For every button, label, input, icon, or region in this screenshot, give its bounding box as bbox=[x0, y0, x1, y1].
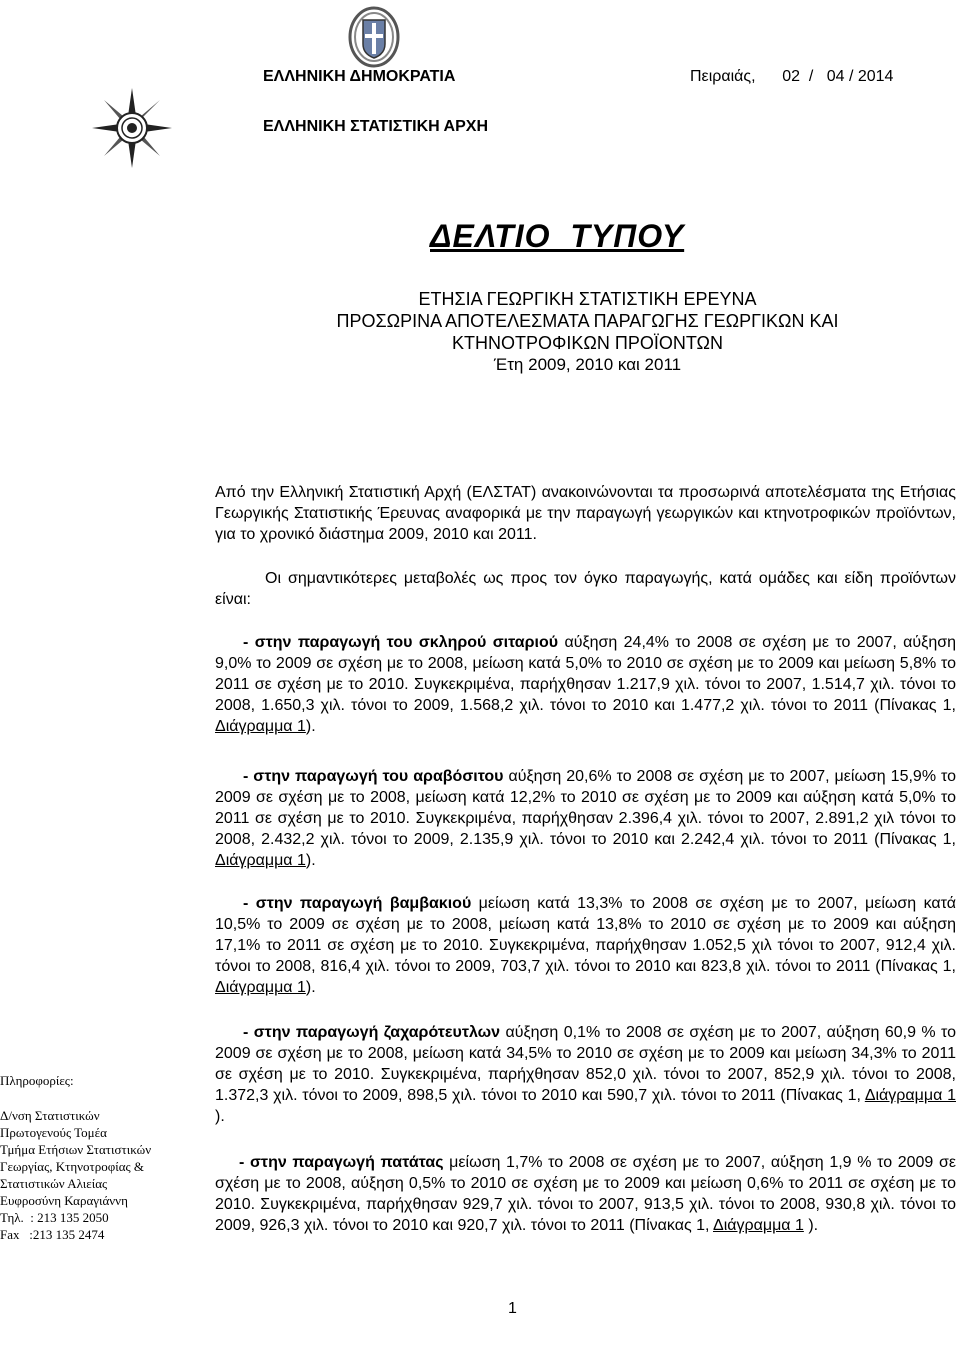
item-text bbox=[215, 1022, 956, 1127]
item-end: ). bbox=[803, 1217, 819, 1234]
item-end: ). bbox=[215, 1108, 225, 1125]
sidebar-line: Δ/νση Στατιστικών bbox=[0, 1108, 100, 1123]
item-body: αύξηση 0,1% το 2008 σε σχέση με το 2007, αύξηση 60,9 % το 2009 σε σχέση με το 2008, μείωση κατά 34,5% το 2010 σε σχέση με το 2009 και μείωση 34,3% το 2011 σε σχέση με το 2010. Συγκεκριμένα, παρήχθησαν 852,0 χιλ. τόνοι το 2007, 852,9 χιλ. τόνοι το 2008, 1.372,3 χιλ. τόνοι το 2009, 898,5 χιλ. τόνοι το 2010 και 590,7 χιλ. τόνοι το 2011 (Πίνακας 1, bbox=[215, 1024, 956, 1104]
item-text bbox=[215, 766, 956, 871]
chart-reference: Διάγραμμα 1 bbox=[215, 852, 306, 869]
item-maize bbox=[215, 766, 956, 871]
lead-paragraph bbox=[215, 568, 956, 610]
item-end: ). bbox=[305, 852, 316, 869]
chart-reference: Διάγραμμα 1 bbox=[864, 1087, 956, 1104]
item-body: μείωση 1,7% το 2008 σε σχέση με το 2007, αύξηση 1,9 % το 2009 σε σχέση με το 2008, αύξηση 0,5% το 2010 σε σχέση με το 2009 και μείωση 0,6% το 2011 σε σχέση με το 2010. Συγκεκριμένα, παρήχθησαν 929,7 χιλ. τόνοι το 2007, 913,5 χιλ. τόνοι το 2008, 930,8 χιλ. τόνοι το 2009, 926,3 χιλ. τόνοι το 2010 και 920,7 χιλ. τόνοι το 2011 (Πίνακας 1, bbox=[215, 1154, 956, 1234]
item-end: ). bbox=[305, 718, 316, 735]
item-body: αύξηση 24,4% το 2008 σε σχέση με το 2007, αύξηση 9,0% το 2009 σε σχέση με το 2008, μείωση κατά 5,0% το 2010 σε σχέση με το 2009 και μείωση 5,8% το 2011 σε σχέση με το 2010. Συγκεκριμένα, παρήχθησαν 1.217,9 χιλ. τόνοι το 2007, 1.514,7 χιλ. τόνοι το 2008, 1.650,3 χιλ. τόνοι το 2009, 1.568,2 χιλ. τόνοι το 2010 και 1.477,2 χιλ. τόνοι το 2011 (Πίνακας 1, bbox=[215, 634, 956, 714]
intro-paragraph bbox=[215, 482, 956, 545]
item-body: αύξηση 20,6% το 2008 σε σχέση με το 2007, μείωση 15,9% το 2009 σε σχέση με το 2008, μείωση κατά 12,2% το 2010 σε σχέση με το 2009 και αύξηση κατά 5,0% το 2011 σε σχέση με το 2010. Συγκεκριμένα, παρήχθησαν 2.396,4 χιλ. τόνοι το 2007, 2.891,2 χιλ τόνοι το 2008, 2.432,2 χιλ. τόνοι το 2009, 2.135,9 χιλ. τόνοι το 2010 και 2.242,4 χιλ. τόνοι το 2011 (Πίνακας 1, bbox=[215, 768, 956, 848]
subtitle bbox=[215, 288, 960, 376]
sidebar-line: Ευφροσύνη Καραγιάννη bbox=[0, 1193, 128, 1208]
item-dash: - στην παραγωγή bbox=[239, 1154, 381, 1171]
product-name: ζαχαρότευτλων bbox=[383, 1024, 501, 1041]
item-dash: - στην παραγωγή του bbox=[243, 768, 414, 785]
subtitle-line: ΚΤΗΝΟΤΡΟΦΙΚΩΝ ΠΡΟΪΟΝΤΩΝ bbox=[452, 333, 723, 353]
dateline: Πειραιάς, 02 / 04 / 2014 bbox=[690, 68, 894, 85]
republic-header: ΕΛΛΗΝΙΚΗ ΔΗΜΟΚΡΑΤΙΑ bbox=[263, 68, 456, 85]
item-text bbox=[215, 893, 956, 998]
item-dash: - στην παραγωγή του bbox=[243, 634, 419, 651]
press-release-title: ΔΕΛΤΙΟ ΤΥΠΟΥ bbox=[430, 218, 685, 254]
product-name: αραβόσιτου bbox=[413, 768, 504, 785]
item-potato bbox=[215, 1152, 956, 1236]
sidebar-line: Πρωτογενούς Τομέα bbox=[0, 1125, 107, 1140]
subtitle-line: ΠΡΟΣΩΡΙΝΑ ΑΠΟΤΕΛΕΣΜΑΤΑ ΠΑΡΑΓΩΓΗΣ ΓΕΩΡΓΙΚΩΝ ΚΑΙ bbox=[336, 311, 839, 331]
chart-reference: Διάγραμμα 1 bbox=[215, 979, 306, 996]
item-sugar-beet bbox=[215, 1022, 956, 1127]
item-cotton bbox=[215, 893, 956, 998]
page-number: 1 bbox=[508, 1300, 517, 1317]
item-text bbox=[215, 632, 956, 737]
item-text bbox=[215, 1152, 956, 1236]
item-dash: - στην παραγωγή bbox=[243, 895, 390, 912]
greek-coat-of-arms-icon bbox=[348, 6, 400, 68]
subtitle-line: ΕΤΗΣΙΑ ΓΕΩΡΓΙΚΗ ΣΤΑΤΙΣΤΙΚΗ ΕΡΕΥΝΑ bbox=[418, 289, 757, 309]
contact-sidebar bbox=[0, 1072, 200, 1243]
chart-reference: Διάγραμμα 1 bbox=[215, 718, 306, 735]
sidebar-line: Τμήμα Ετήσιων Στατιστικών bbox=[0, 1142, 152, 1157]
sidebar-line: Fax :213 135 2474 bbox=[0, 1227, 105, 1242]
chart-reference: Διάγραμμα 1 bbox=[713, 1217, 804, 1234]
subtitle-line: Έτη 2009, 2010 και 2011 bbox=[493, 355, 682, 374]
product-name: βαμβακιού bbox=[389, 895, 472, 912]
item-body: μείωση κατά 13,3% το 2008 σε σχέση με το 2007, μείωση κατά 10,5% το 2009 σε σχέση με το 2008, μείωση κατά 13,8% το 2010 σε σχέση με το 2009 και αύξηση 17,1% το 2011 σε σχέση με το 2010. Συγκεκριμένα, παρήχθησαν 1.052,5 χιλ τόνοι το 2007, 912,4 χιλ. τόνοι το 2008, 816,4 χιλ. τόνοι το 2009, 703,7 χιλ. τόνοι το 2010 και 823,8 χιλ. τόνοι το 2011 (Πίνακας 1, bbox=[215, 895, 956, 975]
lead-text: Οι σημαντικότερες μεταβολές ως προς τον όγκο παραγωγής, κατά ομάδες και είδη προϊόντων είναι: bbox=[215, 570, 956, 608]
product-name: σκληρού σιταριού bbox=[418, 634, 559, 651]
authority-header: ΕΛΛΗΝΙΚΗ ΣΤΑΤΙΣΤΙΚΗ ΑΡΧΗ bbox=[263, 118, 488, 135]
sidebar-title: Πληροφορίες: bbox=[0, 1073, 74, 1088]
product-name: πατάτας bbox=[380, 1154, 444, 1171]
elstat-compass-logo-icon bbox=[92, 88, 172, 168]
item-durum-wheat bbox=[215, 632, 956, 737]
sidebar-line: Τηλ. : 213 135 2050 bbox=[0, 1210, 109, 1225]
intro-text: Από την Ελληνική Στατιστική Αρχή (ΕΛΣΤΑΤ) ανακοινώνονται τα προσωρινά αποτελέσματα της Ετήσιας Γεωργικής Στατιστικής Έρευνας αναφορικά με την παραγωγή γεωργικών και κτηνοτροφικών προϊόντων, για το χρονικό διάστημα 2009, 2010 και 2011. bbox=[215, 484, 956, 543]
item-dash: - στην παραγωγή bbox=[243, 1024, 384, 1041]
sidebar-line: Στατιστικών Αλιείας bbox=[0, 1176, 108, 1191]
sidebar-line: Γεωργίας, Κτηνοτροφίας & bbox=[0, 1159, 145, 1174]
item-end: ). bbox=[305, 979, 316, 996]
